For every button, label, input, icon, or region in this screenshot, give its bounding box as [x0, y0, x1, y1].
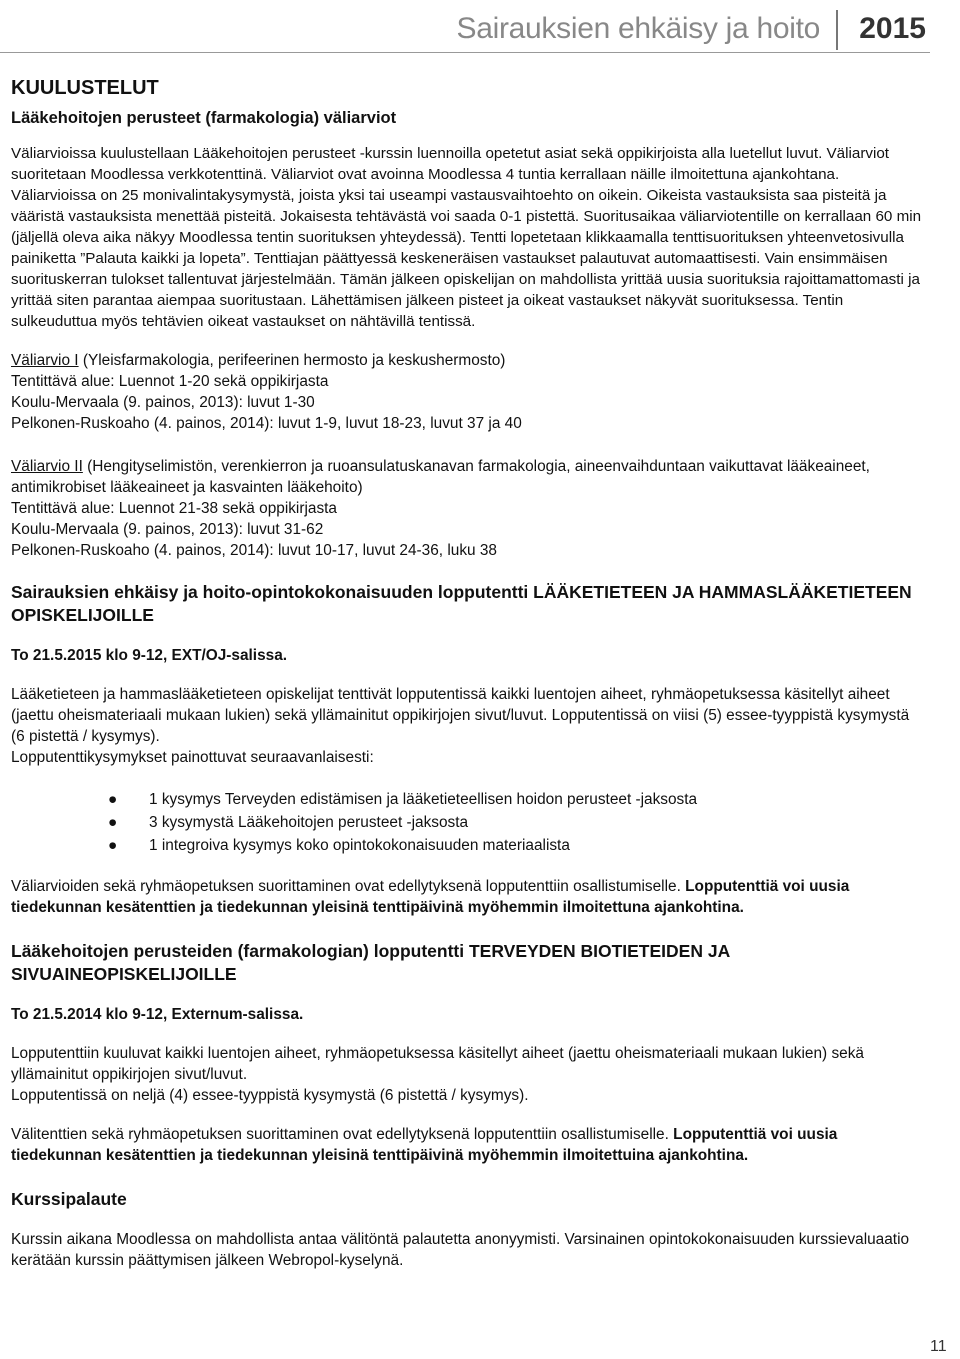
- question-weighting-list: [11, 788, 927, 857]
- bullet-icon: ●: [108, 837, 118, 854]
- paragraph-valiarviot: Väliarvioissa kuulustellaan Lääkehoitojen perusteet -kurssin luennoilla opetetut asiat sekä oppikirjoista alla luetellut luvut. Väliarviot suoritetaan Moodlessa verkkotenttinä. Väliarviot ovat avoinna Moodlessa 4 tuntia kerrallaan näille ilmoitettuna ajankohtana. Väliarvioissa on 25 monivalintakysymystä, joista yksi tai useampi vastausvaihtoehto on oikein. Oikeista vastauksista saa pisteitä ja vääristä vastauksista menettää pisteitä. Jokaisesta tehtävästä voi saada 0-1 pistettä. Suoritusaikaa väliarviotentille on kerrallaan 60 min (jäljellä oleva aika näkyy Moodlessa tentin suorituksen yhteydessä). Tentti lopetetaan klikkaamalla tenttisuorituksen yhteenvetosivulla painiketta ”Palauta kaikki ja lopeta”. Tenttiajan päättyessä keskeneräisen vastaukset palautuvat automaattisesti. Vain ensimmäisen suorituskerran tulokset tallentuvat järjestelmään. Tämän jälkeen opiskelijan on mahdollista yrittää uusia suorituksia rajoittamattomasti ja yrittää siten parantaa aiempaa suoritustaan. Lähettämisen jälkeen pisteet ja oikeat vastaukset näkyvät suorituksessa. Tentin sulkeuduttua myös tehtävien oikeat vastaukset on nähtävillä tentissä.: [11, 145, 922, 330]
- header-title: Sairauksien ehkäisy ja hoito: [456, 12, 820, 45]
- final-exam-biosciences-note: Välitenttien sekä ryhmäopetuksen suorittaminen ovat edellytyksenä lopputenttiin osallistumiselle. Lopputenttiä voi uusia tiedekunnan kesätenttien ja tiedekunnan yleisinä tenttipäivinä myöhemmin ilmoitettuina ajankohtina.: [11, 1126, 838, 1164]
- valiarvio-1-line: Tentittävä alue: Luennot 1-20 sekä oppikirjasta: [11, 373, 329, 390]
- valiarvio-2-label: Väliarvio II: [11, 458, 83, 475]
- header-separator: [836, 10, 838, 50]
- bullet-icon: ●: [108, 814, 118, 831]
- valiarvio-2-block: [11, 456, 927, 561]
- subtitle-valiarviot: Lääkehoitojen perusteet (farmakologia) väliarviot: [11, 109, 397, 127]
- header-year: 2015: [859, 12, 926, 45]
- page-header: [0, 10, 930, 52]
- valiarvio-1-line: Koulu-Mervaala (9. painos, 2013): luvut 1-30: [11, 394, 315, 411]
- valiarvio-2-line: Koulu-Mervaala (9. painos, 2013): luvut 31-62: [11, 521, 324, 538]
- feedback-title: Kurssipalaute: [11, 1189, 127, 1209]
- page-number: 11: [930, 1338, 947, 1355]
- feedback-paragraph: Kurssin aikana Moodlessa on mahdollista antaa välitöntä palautetta anonyymisti. Varsinainen opintokokonaisuuden kurssievaluaatio kerätään kurssin päättymisen jälkeen Webropol-kyselynä.: [11, 1231, 910, 1269]
- final-exam-medicine-date: To 21.5.2015 klo 9-12, EXT/OJ-salissa.: [11, 647, 288, 664]
- final-exam-biosciences-paragraph-2: Lopputentissä on neljä (4) essee-tyyppistä kysymystä (6 pistettä / kysymys).: [11, 1087, 529, 1104]
- final-exam-medicine-weighting: Lopputenttikysymykset painottuvat seuraavanlaisesti:: [11, 749, 374, 766]
- final-exam-biosciences-date: To 21.5.2014 klo 9-12, Externum-salissa.: [11, 1006, 304, 1023]
- valiarvio-2-line: Pelkonen-Ruskoaho (4. painos, 2014): luvut 10-17, luvut 24-36, luku 38: [11, 542, 497, 559]
- valiarvio-1-label: Väliarvio I: [11, 352, 79, 369]
- list-item: ● 1 integroiva kysymys koko opintokokonaisuuden materiaalista: [11, 834, 927, 857]
- bullet-icon: ●: [108, 791, 118, 808]
- list-item: ● 1 kysymys Terveyden edistämisen ja lääketieteellisen hoidon perusteet -jaksosta: [11, 788, 927, 811]
- final-exam-medicine-paragraph: Lääketieteen ja hammaslääketieteen opiskelijat tenttivät lopputentissä kaikki luentojen aiheet, ryhmäopetuksessa käsitellyt aiheet (jaettu oheismateriaali mukaan lukien) sekä yllämainitut oppikirjojen sivut/luvut. Lopputentissä on viisi (5) essee-tyyppistä kysymystä (6 pistettä / kysymys).: [11, 686, 910, 745]
- valiarvio-2-description: (Hengityselimistön, verenkierron ja ruoansulatuskanavan farmakologia, aineenvaihduntaan vaikuttavat lääkeaineet, antimikrobiset lääkeaineet ja kasvainten lääkehoito): [11, 458, 870, 496]
- valiarvio-1-line: Pelkonen-Ruskoaho (4. painos, 2014): luvut 1-9, luvut 18-23, luvut 37 ja 40: [11, 415, 522, 432]
- final-exam-biosciences-title: Lääkehoitojen perusteiden (farmakologian) lopputentti TERVEYDEN BIOTIETEIDEN JA SIVUAINEOPISKELIJOILLE: [11, 941, 730, 984]
- final-exam-biosciences-paragraph-1: Lopputenttiin kuuluvat kaikki luentojen aiheet, ryhmäopetuksessa käsitellyt aiheet (jaettu oheismateriaali mukaan lukien) sekä yllämainitut oppikirjojen sivut/luvut.: [11, 1045, 864, 1083]
- valiarvio-1-description: (Yleisfarmakologia, perifeerinen hermosto ja keskushermosto): [78, 352, 506, 369]
- final-exam-medicine-title: Sairauksien ehkäisy ja hoito-opintokokonaisuuden lopputentti LÄÄKETIETEEN JA HAMMASLÄÄKETIETEEN OPISKELIJOILLE: [11, 582, 912, 625]
- valiarvio-2-line: Tentittävä alue: Luennot 21-38 sekä oppikirjasta: [11, 500, 337, 517]
- list-item: ● 3 kysymystä Lääkehoitojen perusteet -jaksosta: [11, 811, 927, 834]
- valiarvio-1-block: [11, 350, 927, 434]
- final-exam-medicine-note: Väliarvioiden sekä ryhmäopetuksen suorittaminen ovat edellytyksenä lopputenttiin osallistumiselle. Lopputenttiä voi uusia tiedekunnan kesätenttien ja tiedekunnan yleisinä tenttipäivinä myöhemmin ilmoitettuna ajankohtina.: [11, 878, 850, 916]
- document-body: [11, 73, 927, 1271]
- header-rule: [0, 52, 930, 53]
- section-title-kuulustelut: KUULUSTELUT: [11, 77, 159, 99]
